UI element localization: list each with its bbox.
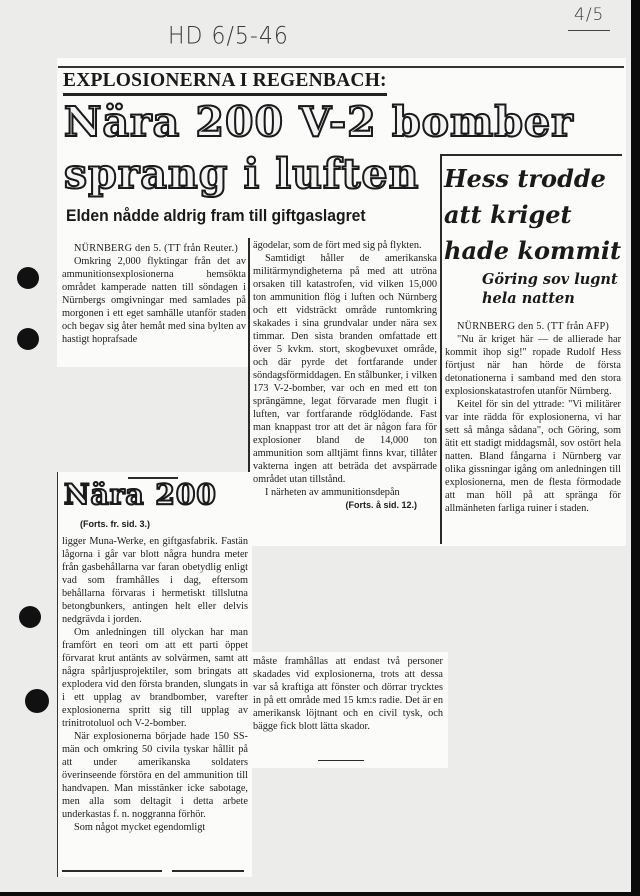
continuation-from-note: (Forts. fr. sid. 3.): [80, 519, 151, 529]
side-headline-3: hade kommit: [444, 236, 622, 265]
punch-hole-3: [19, 606, 41, 628]
continuation-headline-text: Nära 200: [64, 478, 217, 511]
paragraph: måste framhållas att endast två personer skadades vid explosionerna, trots att dessa var så kraftiga att fönster och dörrar trycktes in på ett område med 15 km:s radie. Det är en amerikansk löjtnant och en civil tysk, och bägge fick blott lätta skador.: [253, 656, 443, 732]
main-article-col1: [62, 242, 246, 346]
continuation-col2: [253, 655, 443, 733]
paragraph: Om anledningen till olyckan har man framfört en teori om att ett parti öppet förvarat krut antänts av solvärmen, samt att några spårljusprojektiler, som bringats att explodera vid den första branden, slungats in i ett upplag av brandbomber, varefter explosionerna spritt sig till upplag av trinitrotoluol och V-2-bomber.: [62, 627, 248, 729]
paragraph: I närheten av ammunitionsdepån: [265, 487, 400, 498]
continuation-headline: [64, 478, 217, 511]
side-headline-1: Hess trodde: [444, 164, 606, 193]
end-rule-left: [62, 870, 162, 872]
headline-line-2-text: sprang i luften: [64, 150, 420, 198]
continuation-col1: [62, 535, 248, 834]
side-headline-rule: [440, 154, 622, 156]
kicker: EXPLOSIONERNA I REGENBACH:: [63, 70, 387, 96]
end-rule-right: [172, 870, 244, 872]
side-subheadline-1: Göring sov lugnt: [482, 271, 618, 288]
dateline: NÜRNBERG den 5. (TT från Reuter.): [74, 243, 238, 254]
paragraph: Som något mycket egendomligt: [74, 822, 206, 833]
end-ornament-rule: [318, 760, 364, 761]
headline-line-2: [64, 150, 419, 198]
paragraph: Keitel för sin del yttrade: "Vi militärer var inte rädda för explosionerna, vi har sett så många sådana", och Göring, som ätit ett stadigt middagsmål, sov ostört hela natten. Bland fångarna i Nürnberg var olika gissningar igång om anledningen till explosionerna, men de flesta förmodade att man höll på att spränga för allmänheten farliga ruiner i staden.: [445, 399, 621, 514]
side-subheadline-2: hela natten: [482, 290, 575, 307]
paragraph: "Nu är kriget här — de allierade har kommit ihop sig!" ropade Rudolf Hess förtjust när han hörde de första detonationerna i samband med den stora explosionskatastrofen utanför Nürnberg.: [445, 334, 621, 397]
side-headline-2: att kriget: [444, 200, 572, 229]
headline-line-1: [64, 98, 574, 146]
continued-note: (Forts. å sid. 12.): [345, 500, 417, 510]
side-article-body: [445, 320, 621, 515]
top-rule: [58, 66, 624, 68]
paragraph: Omkring 2,000 flyktingar från det av ammunitionsexplosionerna hemsökta området kamperade natten till söndagen i Nürnbergs omgivningar med samlades på morgonen i ett eget samhälle utanför staden och begav sig åter hemåt med sina bylten av hastigt hoprafsade: [62, 256, 246, 345]
subheadline: Elden nådde aldrig fram till giftgaslagret: [66, 207, 366, 225]
punch-hole-2: [17, 328, 39, 350]
side-divider: [440, 156, 442, 544]
paragraph: ligger Muna-Werke, en giftgasfabrik. Fastän lågorna i går var blott några hundra meter från gasbehållarna var faran obetydlig enligt vad som framhålles i dag, eftersom behållarna förvaras i hermetiskt tillslutna betongbunkers, antingen helt eller delvis nedgrävda i jorden.: [62, 536, 248, 625]
punch-hole-1: [17, 267, 39, 289]
handwritten-source-date: HD 6/5-46: [168, 22, 289, 51]
paragraph: Samtidigt håller de amerikanska militärmyndigheterna på med att utröna orsaken till katastrofen, vid vilken 15,000 ton ammunition flög i luften och Nürnberg och ett vidsträckt område runtomkring skakades i sina grundvalar under nära sex timmar. Den sista branden omfattade ett över 5 kvkm. stort, skogbevuxet område, och där pyrde det fortfarande under söndagsförmiddagen. En stålbunker, i vilken 173 V-2-bomber, var och en med ett ton sprängämne, legat förvarade men flugit i luften, var fortfarande rödglödande. Fast man knappast tror att det är någon fara för explosioner bland de 14,000 ton ammunition som alltjämt finns kvar, tillåter vakterna ingen att beträda det avspärrade området utan tillstånd.: [253, 253, 437, 485]
dateline: NÜRNBERG den 5. (TT från AFP): [457, 321, 610, 332]
paragraph: När explosionerna började hade 150 SS-män och omkring 50 civila tyskar hållit på att under amerikanska soldaters överinseende förstöra en del ammunition till handvapen. Man misstänker icke sabotage, men alla som deltagit i detta arbete underkastas f. n. noggranna förhör.: [62, 731, 248, 820]
headline-line-1-text: Nära 200 V-2 bomber: [64, 98, 574, 146]
page-mark-underline: [568, 30, 610, 31]
paragraph: ägodelar, som de fört med sig på flykten.: [253, 240, 422, 251]
handwritten-page-mark: 4/5: [574, 5, 605, 25]
main-article-col2: [253, 239, 437, 512]
punch-hole-4: [25, 689, 49, 713]
